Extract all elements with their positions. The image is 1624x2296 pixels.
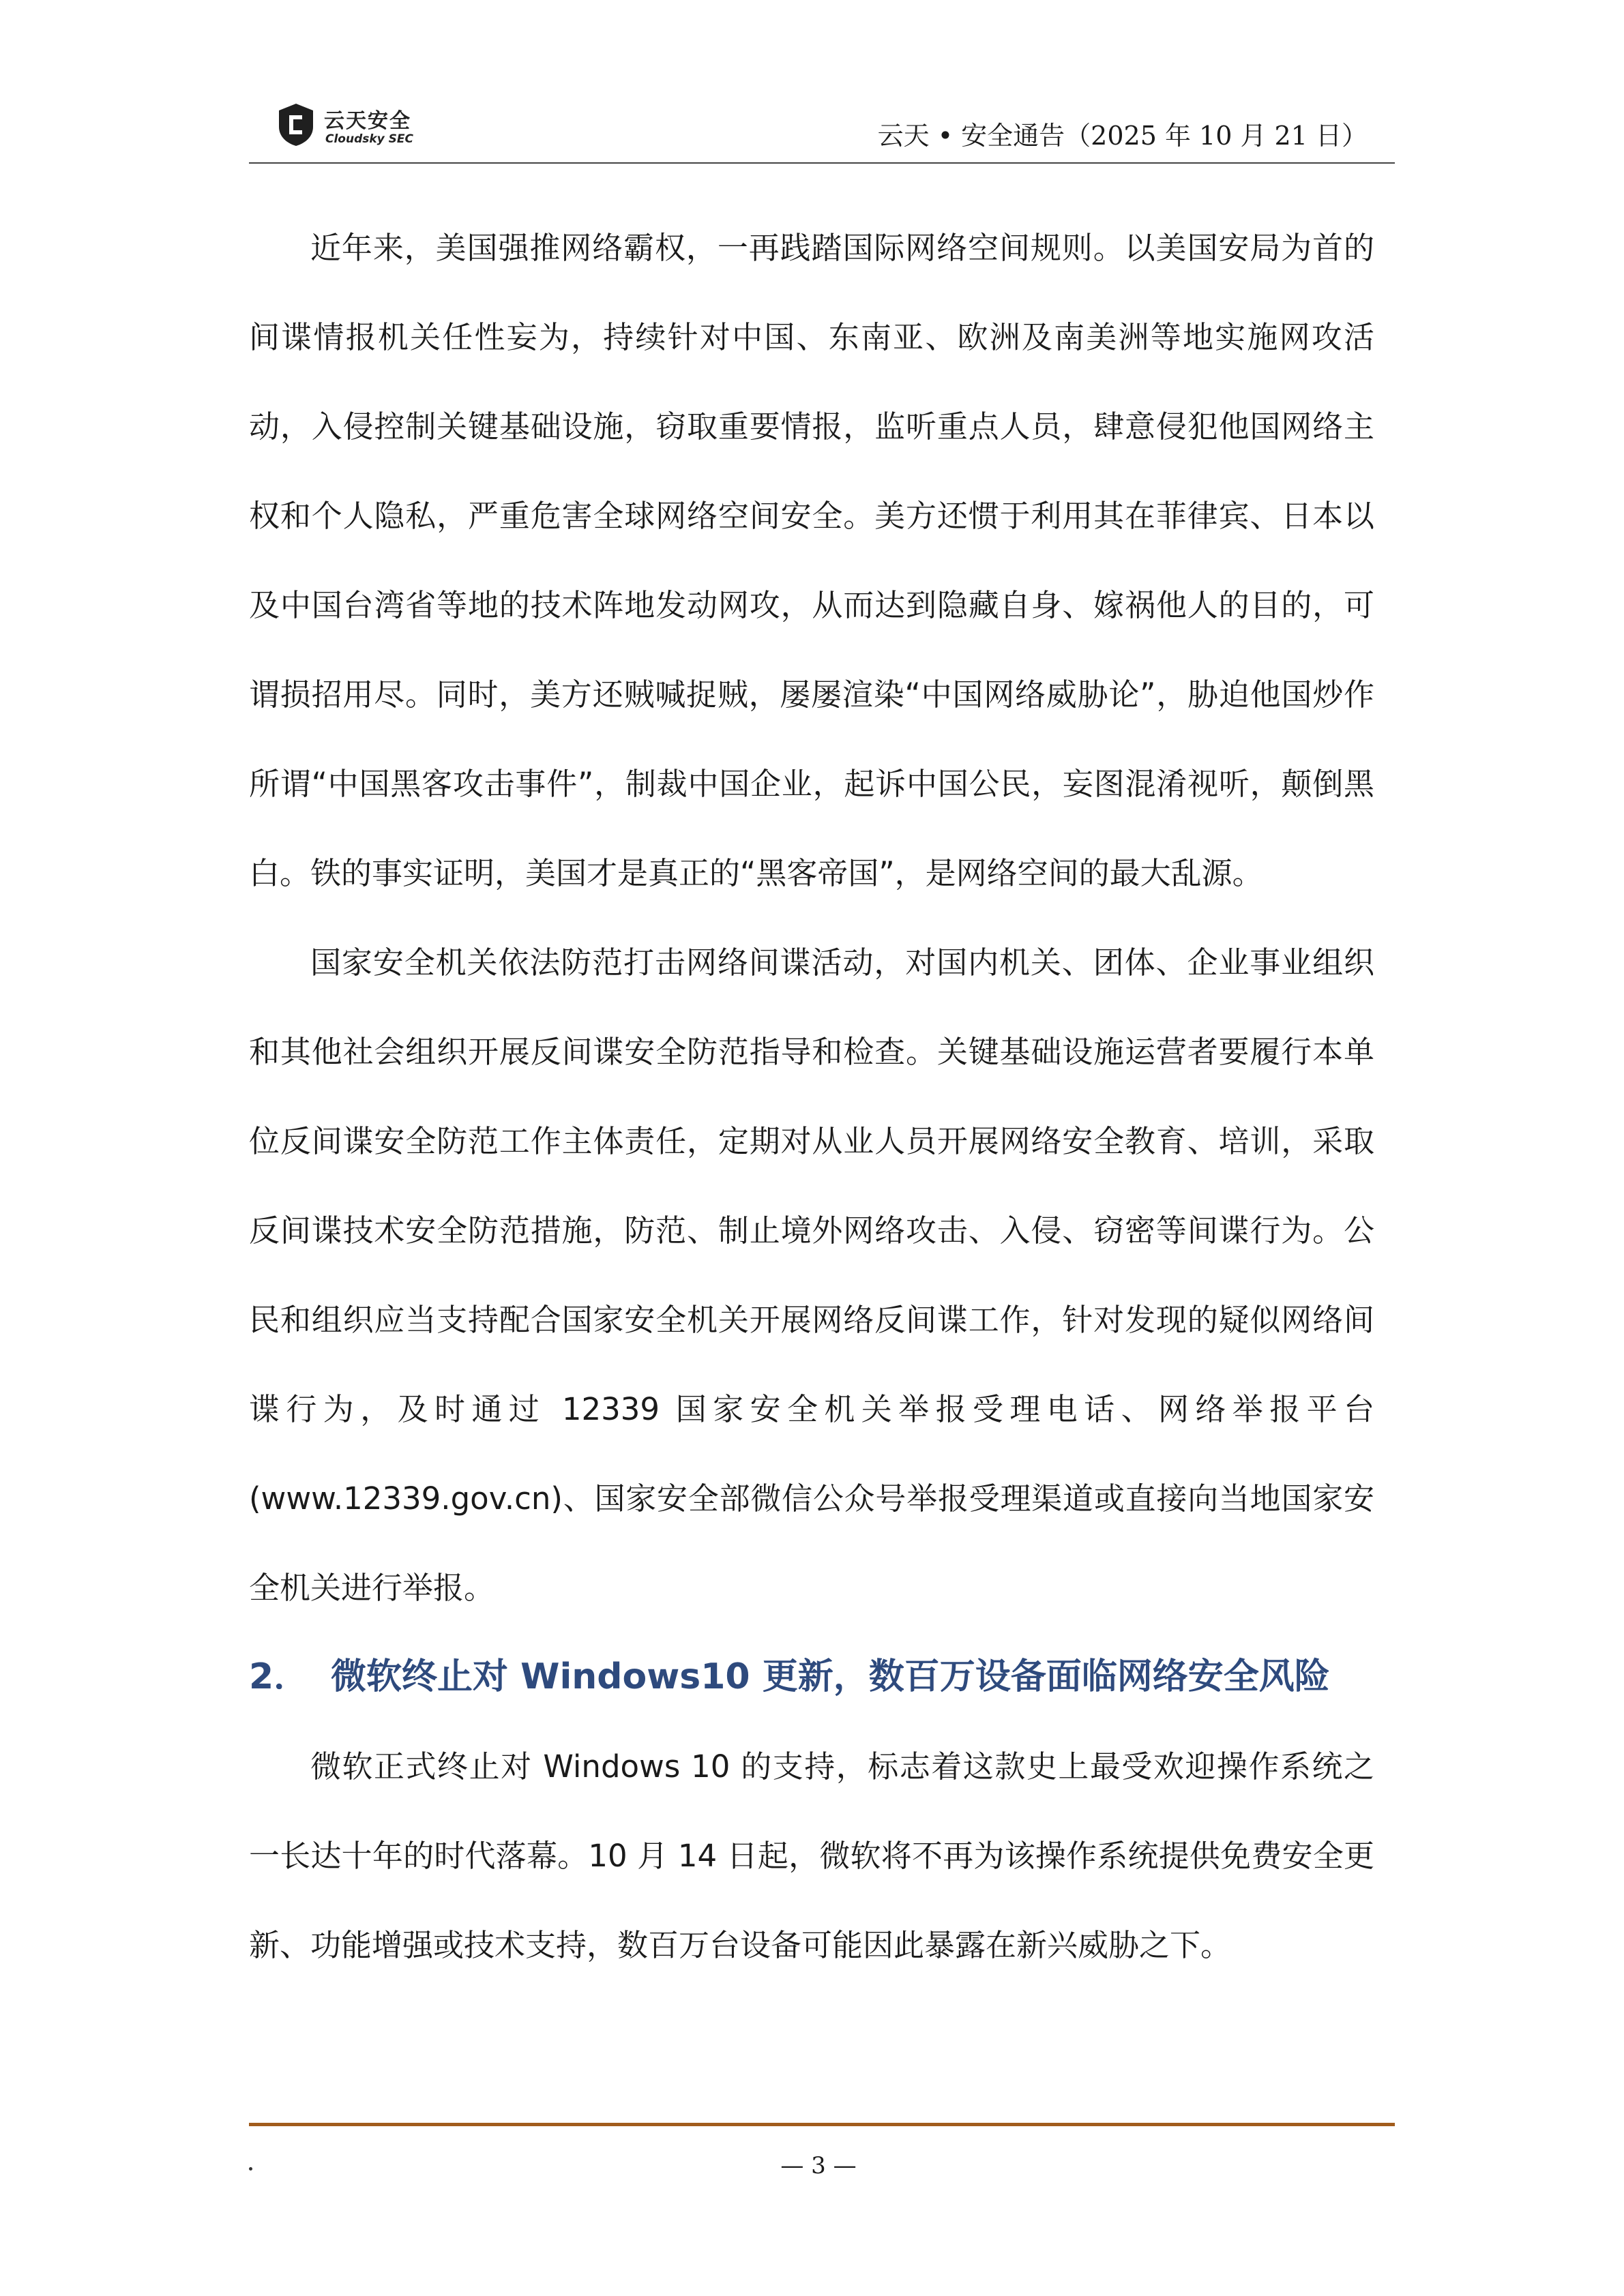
page-number: — 3 — <box>780 2152 857 2179</box>
shield-logo-icon <box>276 102 316 147</box>
paragraph-windows10-end: 微软正式终止对 Windows 10 的支持，标志着这款史上最受欢迎操作系统之一长达十年的时代落幕。10 月 14 日起，微软将不再为该操作系统提供免费安全更新、功能增强或技术支持，数百万台设备可能因此暴露在新兴威胁之下。 <box>249 1748 1374 1963</box>
header-divider <box>249 162 1395 164</box>
paragraph-us-cyber-hegemony: 近年来，美国强推网络霸权，一再践踏国际网络空间规则。以美国安局为首的间谍情报机关任性妄为，持续针对中国、东南亚、欧洲及南美洲等地实施网攻活动，入侵控制关键基础设施，窃取重要情报，监听重点人员，肆意侵犯他国网络主权和个人隐私，严重危害全球网络空间安全。美方还惯于利用其在菲律宾、日本以及中国台湾省等地的技术阵地发动网攻，从而达到隐藏自身、嫁祸他人的目的，可谓损招用尽。同时，美方还贼喊捉贼，屡屡渲染“中国网络威胁论”，胁迫他国炒作所谓“中国黑客攻击事件”，制裁中国企业，起诉中国公民，妄图混淆视听，颠倒黑白。铁的事实证明，美国才是真正的“黑客帝国”，是网络空间的最大乱源。 <box>249 230 1374 891</box>
page-header <box>249 95 1395 161</box>
company-logo <box>276 102 426 150</box>
footer-dot <box>249 2167 252 2171</box>
bulletin-title: 云天 • 安全通告（2025 年 10 月 21 日） <box>877 121 1368 151</box>
logo-text-en: Cloudsky SEC <box>325 132 414 146</box>
footer-divider <box>249 2123 1395 2126</box>
section-heading-windows10 <box>249 1632 1374 1722</box>
logo-text-cn: 云天安全 <box>324 109 411 133</box>
section-title: 微软终止对 Windows10 更新，数百万设备面临网络安全风险 <box>331 1656 1330 1697</box>
article-body <box>249 203 1374 1990</box>
section-number: 2． <box>249 1656 310 1697</box>
paragraph-counter-espionage: 国家安全机关依法防范打击网络间谍活动，对国内机关、团体、企业事业组织和其他社会组织开展反间谍安全防范指导和检查。关键基础设施运营者要履行本单位反间谍安全防范工作主体责任，定期对从业人员开展网络安全教育、培训，采取反间谍技术安全防范措施，防范、制止境外网络攻击、入侵、窃密等间谍行为。公民和组织应当支持配合国家安全机关开展网络反间谍工作，针对发现的疑似网络间谍行为，及时通过 12339 国家安全机关举报受理电话、网络举报平台(www.12339.gov.cn)、国家安全部微信公众号举报受理渠道或直接向当地国家安全机关进行举报。 <box>249 944 1374 1606</box>
